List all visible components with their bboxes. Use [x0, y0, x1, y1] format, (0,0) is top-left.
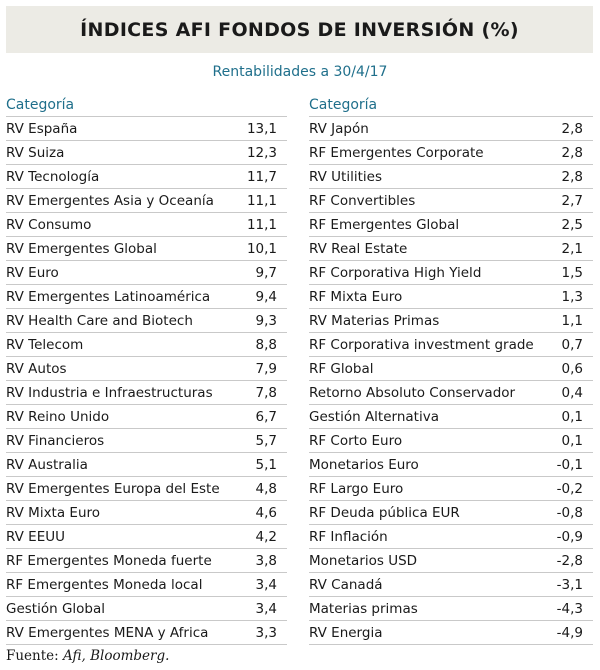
category-name: RF Convertibles: [309, 192, 416, 209]
table-row: [6, 116, 287, 141]
return-value: 2,1: [561, 240, 583, 257]
right-column: [309, 95, 593, 645]
left-rows: [6, 116, 287, 645]
table-row: [6, 189, 287, 213]
table-row: [309, 165, 593, 189]
return-value: 6,7: [255, 408, 277, 425]
category-name: RV Emergentes Global: [6, 240, 157, 257]
return-value: 7,9: [255, 360, 277, 377]
title-banner: [6, 6, 593, 53]
subtitle: Rentabilidades a 30/4/17: [212, 64, 388, 80]
table-row: [6, 285, 287, 309]
category-name: RF Deuda pública EUR: [309, 504, 460, 521]
return-value: 0,7: [561, 336, 583, 353]
return-value: 4,2: [255, 528, 277, 545]
table-row: [309, 213, 593, 237]
return-value: 5,7: [255, 432, 277, 449]
return-value: 1,1: [561, 312, 583, 329]
return-value: 3,4: [255, 600, 277, 617]
table-row: [6, 237, 287, 261]
table-row: [309, 405, 593, 429]
category-name: RV Suiza: [6, 144, 65, 161]
category-name: Gestión Global: [6, 600, 106, 617]
return-value: 4,8: [255, 480, 277, 497]
category-name: RV Health Care and Biotech: [6, 312, 193, 329]
page-title: ÍNDICES AFI FONDOS DE INVERSIÓN (%): [80, 18, 519, 41]
category-name: RV Reino Unido: [6, 408, 110, 425]
category-name: Gestión Alternativa: [309, 408, 439, 425]
source-prefix: Fuente:: [6, 648, 63, 664]
category-name: RV España: [6, 120, 78, 137]
category-name: RF Corporativa investment grade: [309, 336, 534, 353]
category-name: RF Mixta Euro: [309, 288, 403, 305]
table-row: [6, 141, 287, 165]
source-text: Afi, Bloomberg.: [63, 648, 170, 664]
category-name: RF Emergentes Global: [309, 216, 460, 233]
return-value: 0,6: [561, 360, 583, 377]
return-value: 2,8: [561, 168, 583, 185]
return-value: 3,4: [255, 576, 277, 593]
category-name: RV Emergentes Europa del Este: [6, 480, 220, 497]
category-name: RF Corporativa High Yield: [309, 264, 482, 281]
return-value: 11,1: [246, 216, 277, 233]
return-value: 5,1: [255, 456, 277, 473]
table-row: [6, 309, 287, 333]
column-header: Categoría: [309, 97, 378, 113]
category-name: RV Tecnología: [6, 168, 100, 185]
category-name: RV Emergentes Asia y Oceanía: [6, 192, 214, 209]
table-row: [309, 357, 593, 381]
table-row: [309, 309, 593, 333]
table-row: [309, 573, 593, 597]
return-value: 4,6: [255, 504, 277, 521]
return-value: -3,1: [556, 576, 583, 593]
return-value: 1,5: [561, 264, 583, 281]
category-name: Retorno Absoluto Conservador: [309, 384, 516, 401]
category-name: Materias primas: [309, 600, 418, 617]
table-row: [6, 525, 287, 549]
table-row: [6, 333, 287, 357]
return-value: -2,8: [556, 552, 583, 569]
return-value: -4,9: [556, 624, 583, 641]
category-name: RV Emergentes MENA y Africa: [6, 624, 209, 641]
table-row: [309, 116, 593, 141]
category-name: RV EEUU: [6, 528, 65, 545]
return-value: 0,4: [561, 384, 583, 401]
return-value: 2,5: [561, 216, 583, 233]
category-name: RV Autos: [6, 360, 67, 377]
return-value: 9,4: [255, 288, 277, 305]
return-value: -0,8: [556, 504, 583, 521]
category-name: RV Energia: [309, 624, 383, 641]
return-value: 2,8: [561, 144, 583, 161]
table-row: [309, 501, 593, 525]
category-name: RV Real Estate: [309, 240, 408, 257]
category-name: RV Industria e Infraestructuras: [6, 384, 213, 401]
table-row: [6, 381, 287, 405]
table-row: [6, 429, 287, 453]
category-name: RV Telecom: [6, 336, 84, 353]
table-row: [6, 165, 287, 189]
return-value: 7,8: [255, 384, 277, 401]
return-value: 1,3: [561, 288, 583, 305]
category-name: RV Euro: [6, 264, 59, 281]
category-name: RF Corto Euro: [309, 432, 403, 449]
table-row: [309, 333, 593, 357]
category-name: RF Global: [309, 360, 374, 377]
category-name: RF Emergentes Moneda local: [6, 576, 203, 593]
category-name: RF Emergentes Moneda fuerte: [6, 552, 212, 569]
return-value: 11,7: [246, 168, 277, 185]
return-value: 10,1: [246, 240, 277, 257]
table-row: [6, 597, 287, 621]
category-name: RV Consumo: [6, 216, 92, 233]
table-row: [6, 501, 287, 525]
return-value: 9,3: [255, 312, 277, 329]
return-value: -0,1: [556, 456, 583, 473]
table-row: [6, 213, 287, 237]
right-rows: [309, 116, 593, 645]
table-row: [6, 573, 287, 597]
table-row: [6, 453, 287, 477]
table-row: [6, 261, 287, 285]
category-name: RV Australia: [6, 456, 88, 473]
return-value: 2,7: [561, 192, 583, 209]
return-value: -0,2: [556, 480, 583, 497]
table-row: [309, 285, 593, 309]
category-name: RF Emergentes Corporate: [309, 144, 484, 161]
table-row: [309, 429, 593, 453]
category-name: RF Largo Euro: [309, 480, 404, 497]
table-row: [309, 549, 593, 573]
return-value: 0,1: [561, 432, 583, 449]
table-row: [309, 237, 593, 261]
return-value: -0,9: [556, 528, 583, 545]
column-header: Categoría: [6, 97, 75, 113]
return-value: 2,8: [561, 120, 583, 137]
return-value: 9,7: [255, 264, 277, 281]
table-row: [309, 621, 593, 645]
category-name: Monetarios Euro: [309, 456, 419, 473]
table-row: [309, 381, 593, 405]
return-value: -4,3: [556, 600, 583, 617]
return-value: 0,1: [561, 408, 583, 425]
category-name: RV Japón: [309, 120, 369, 137]
table-row: [6, 405, 287, 429]
table-row: [309, 597, 593, 621]
table-row: [309, 141, 593, 165]
category-name: RF Inflación: [309, 528, 388, 545]
source-note: [6, 648, 169, 664]
return-value: 3,8: [255, 552, 277, 569]
table-row: [309, 525, 593, 549]
return-value: 8,8: [255, 336, 277, 353]
table-row: [6, 549, 287, 573]
category-name: Monetarios USD: [309, 552, 418, 569]
return-value: 12,3: [246, 144, 277, 161]
category-name: RV Materias Primas: [309, 312, 440, 329]
table-row: [6, 477, 287, 501]
table-row: [6, 357, 287, 381]
category-name: RV Emergentes Latinoamérica: [6, 288, 211, 305]
table-row: [309, 261, 593, 285]
table-row: [309, 477, 593, 501]
left-column: [6, 95, 287, 645]
category-name: RV Financieros: [6, 432, 105, 449]
return-value: 13,1: [246, 120, 277, 137]
table-row: [309, 453, 593, 477]
table-row: [6, 621, 287, 645]
category-name: RV Canadá: [309, 576, 383, 593]
category-name: RV Utilities: [309, 168, 382, 185]
return-value: 3,3: [255, 624, 277, 641]
table-row: [309, 189, 593, 213]
category-name: RV Mixta Euro: [6, 504, 101, 521]
return-value: 11,1: [246, 192, 277, 209]
